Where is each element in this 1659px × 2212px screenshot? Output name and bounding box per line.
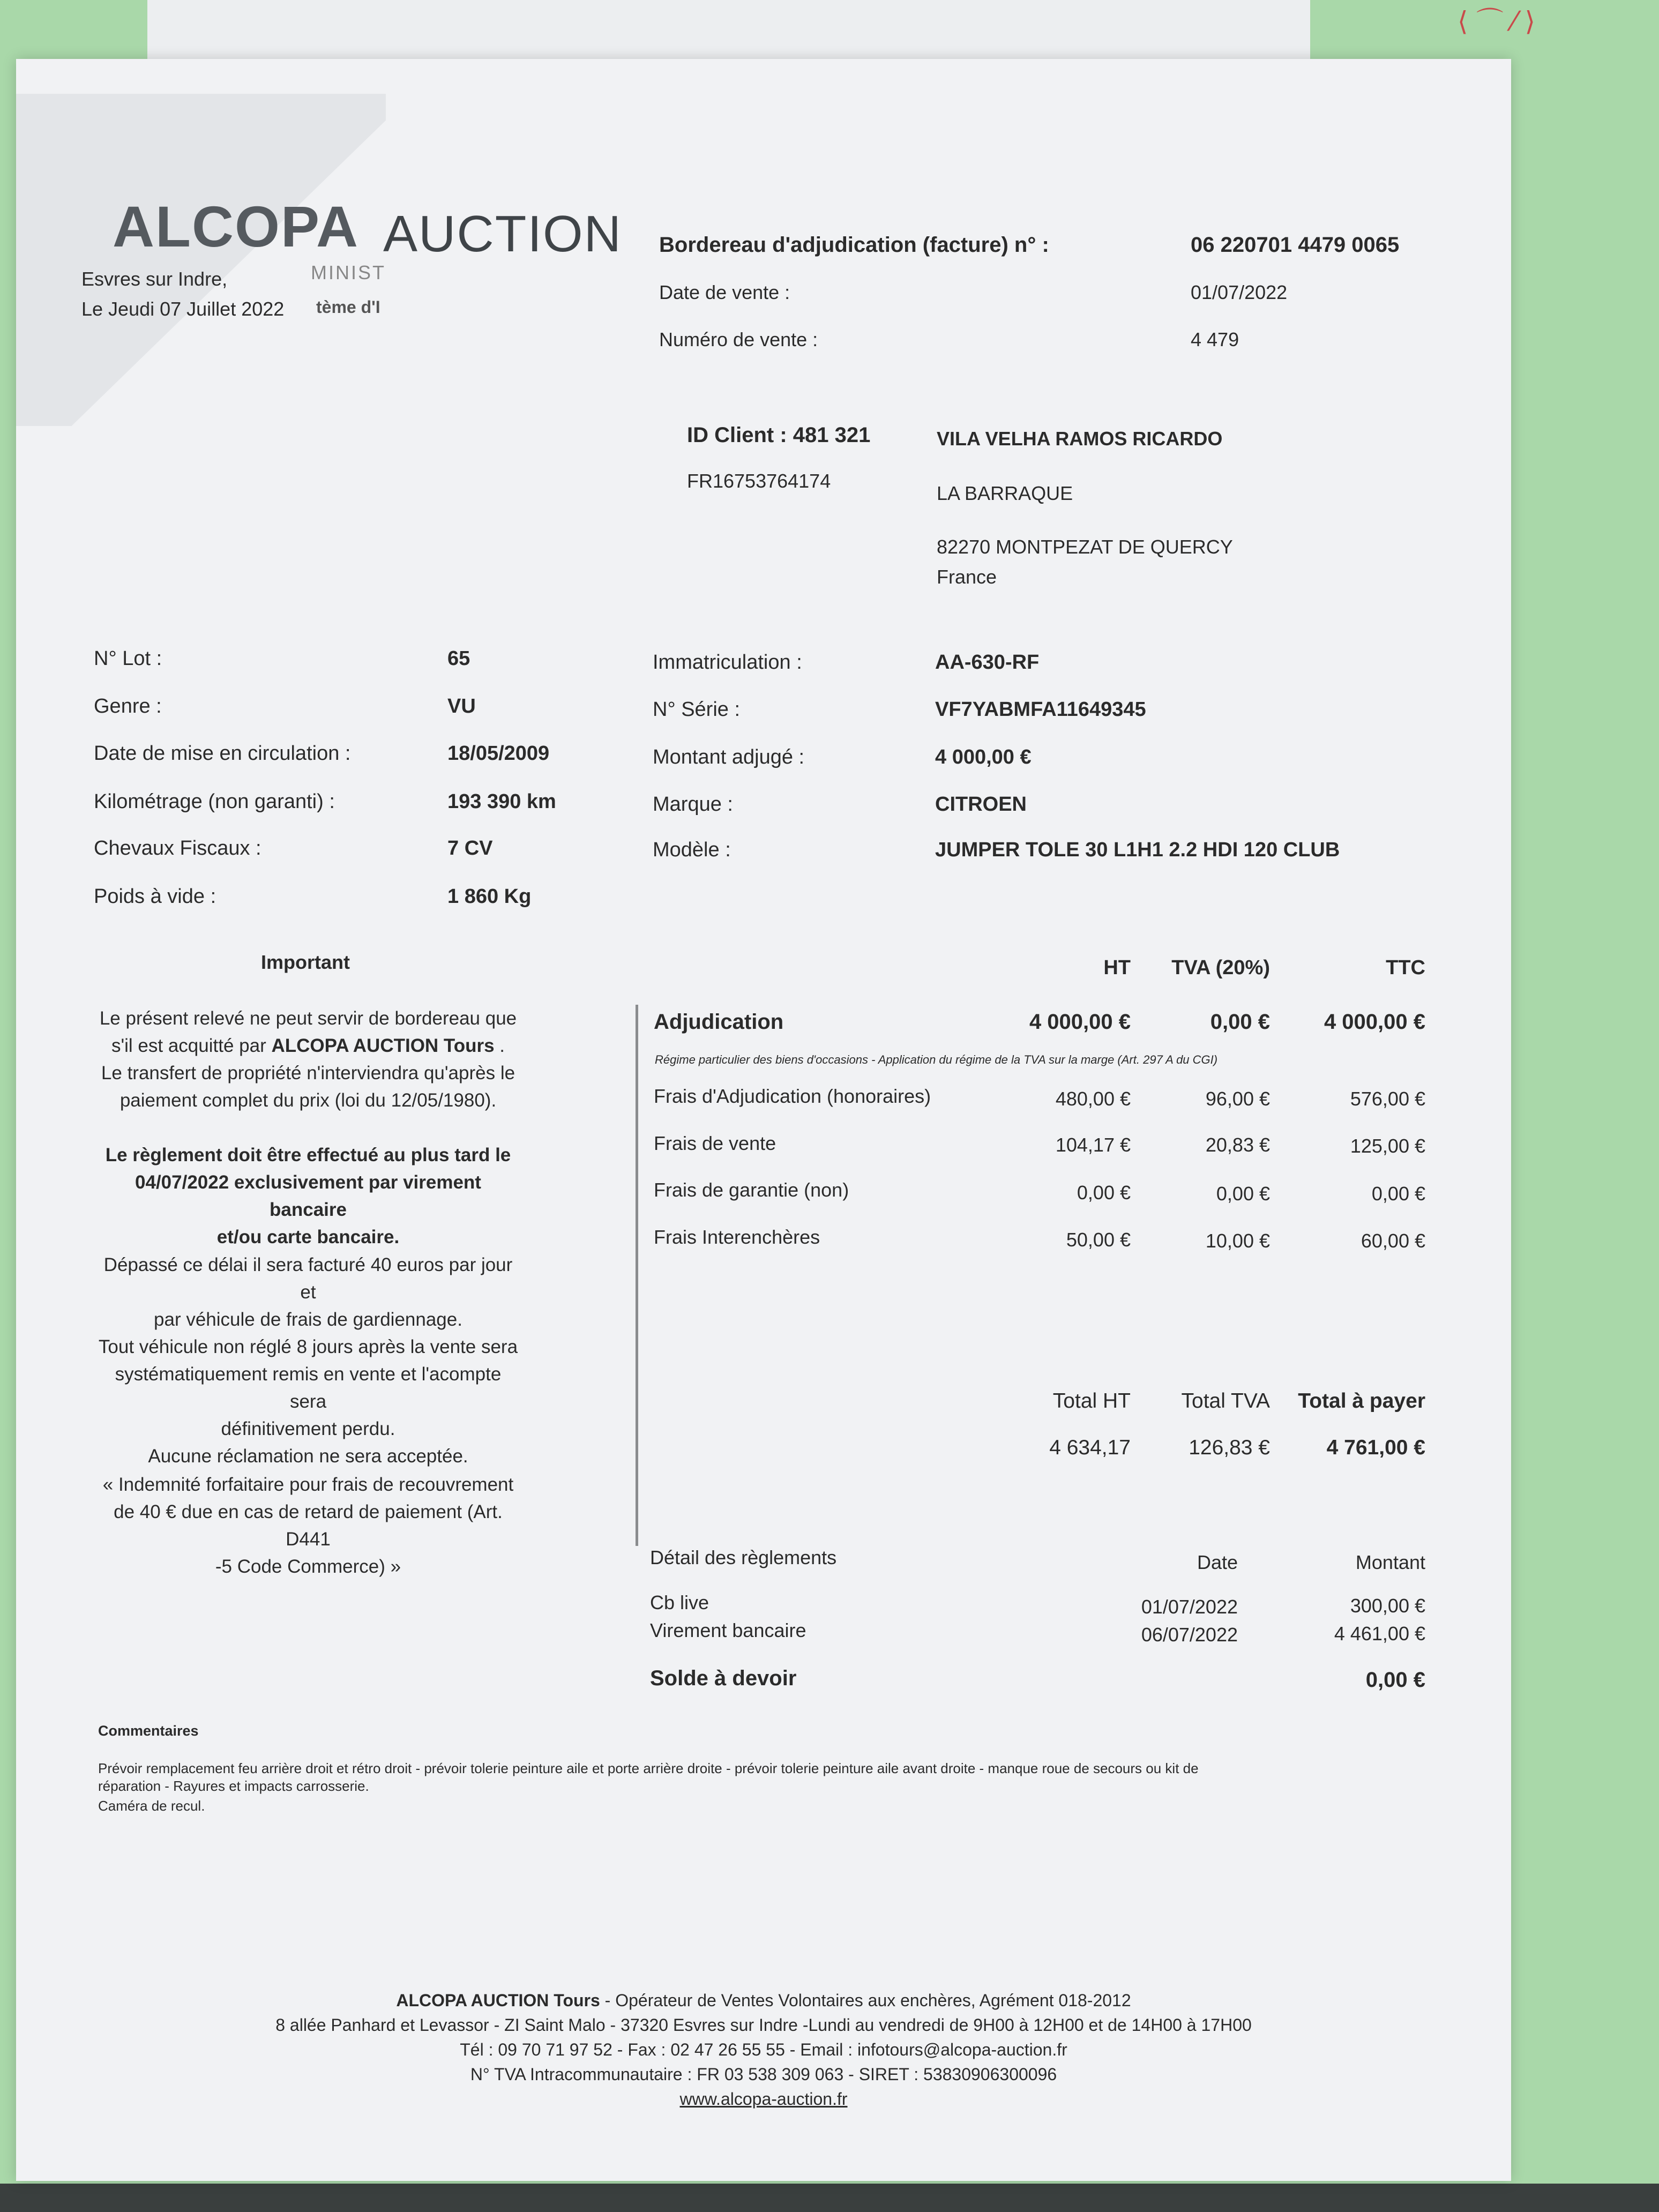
invoice-number-value: 06 220701 4479 0065	[1191, 233, 1400, 257]
fiscal-hp-label: Chevaux Fiscaux :	[94, 837, 261, 860]
handwritten-scrawl: ⟨ ⌒ ⁄ ⟩	[1458, 6, 1536, 37]
important-paragraph-3	[96, 1251, 520, 1333]
important-line: par véhicule de frais de gardiennage.	[154, 1309, 462, 1330]
client-id: ID Client : 481 321	[687, 423, 871, 447]
ministry-text: MINIST	[311, 261, 386, 283]
important-line: systématiquement remis en vente et l'acompte sera	[115, 1364, 502, 1412]
amount-value: 4 000,00 €	[935, 746, 1032, 768]
mileage-value: 193 390 km	[447, 790, 556, 813]
footer-website-link[interactable]: www.alcopa-auction.fr	[679, 2089, 848, 2109]
important-text: s'il est acquitté par	[111, 1035, 272, 1056]
invoice-page	[16, 59, 1511, 2181]
important-text: .	[494, 1035, 505, 1056]
fee-row-label: Frais de garantie (non)	[654, 1179, 849, 1201]
col-tva: TVA (20%)	[1171, 956, 1270, 979]
payments-col-amount: Montant	[1355, 1551, 1425, 1573]
client-vat: FR16753764174	[687, 470, 831, 492]
client-address-1: LA BARRAQUE	[937, 482, 1073, 504]
mileage-label: Kilométrage (non garanti) :	[94, 790, 335, 813]
sale-date-label: Date de vente :	[659, 281, 790, 303]
weight-label: Poids à vide :	[94, 885, 216, 908]
fee-row-label: Frais d'Adjudication (honoraires)	[654, 1085, 931, 1107]
footer-brand: ALCOPA AUCTION Tours	[396, 1991, 600, 2010]
important-line: définitivement perdu.	[221, 1418, 395, 1439]
logo-auction: AUCTION	[383, 205, 622, 263]
important-line: et/ou carte bancaire.	[216, 1227, 400, 1247]
registration-value: AA-630-RF	[935, 651, 1040, 674]
first-registration-label: Date de mise en circulation :	[94, 742, 351, 765]
fee-row-tva: 96,00 €	[1205, 1088, 1270, 1110]
important-line: de 40 € due en cas de retard de paiement (Art. D441	[114, 1501, 503, 1550]
first-registration-value: 18/05/2009	[447, 742, 550, 765]
genre-label: Genre :	[94, 695, 162, 718]
registration-label: Immatriculation :	[653, 651, 802, 674]
fee-row-ht: 0,00 €	[1077, 1182, 1131, 1204]
total-ht-label: Total HT	[1052, 1389, 1131, 1413]
place: Esvres sur Indre,	[81, 268, 228, 290]
footer	[16, 1988, 1511, 2111]
important-title: Important	[261, 951, 350, 973]
column-divider	[636, 1005, 638, 1546]
adjudication-tva: 0,00 €	[1210, 1010, 1270, 1034]
regime-note: Régime particulier des biens d'occasions - Application du régime de la TVA sur la marge (Art. 297 A du CGI)	[655, 1053, 1218, 1066]
adjudication-ht: 4 000,00 €	[1029, 1010, 1131, 1034]
important-paragraph-2	[96, 1141, 520, 1251]
fee-row-ht: 480,00 €	[1055, 1088, 1131, 1110]
fee-row-ttc: 125,00 €	[1350, 1135, 1425, 1157]
important-line: paiement complet du prix (loi du 12/05/1980).	[119, 1090, 497, 1111]
fee-row-ttc: 60,00 €	[1361, 1230, 1425, 1252]
footer-text: - Opérateur de Ventes Volontaires aux enchères, Agrément 018-2012	[600, 1991, 1131, 2010]
important-line: -5 Code Commerce) »	[215, 1556, 401, 1577]
sale-number-label: Numéro de vente :	[659, 328, 818, 350]
fee-row-ht: 104,17 €	[1055, 1134, 1131, 1156]
important-line	[96, 1032, 520, 1059]
important-line: Aucune réclamation ne sera acceptée.	[148, 1446, 468, 1467]
fee-row-ttc: 0,00 €	[1371, 1183, 1425, 1205]
total-ht-value: 4 634,17	[1049, 1436, 1131, 1459]
important-brand: ALCOPA AUCTION Tours	[271, 1035, 495, 1056]
important-paragraph-4	[96, 1333, 520, 1470]
total-tva-value: 126,83 €	[1189, 1436, 1270, 1459]
genre-value: VU	[447, 695, 476, 718]
sale-number-value: 4 479	[1191, 328, 1239, 350]
weight-value: 1 860 Kg	[447, 885, 532, 908]
brand-value: CITROEN	[935, 793, 1027, 816]
payment-label: Virement bancaire	[650, 1619, 806, 1641]
lot-value: 65	[447, 647, 470, 670]
important-line: Le transfert de propriété n'interviendra qu'après le	[101, 1063, 515, 1083]
comments-title: Commentaires	[98, 1723, 199, 1739]
col-ht: HT	[1103, 956, 1131, 979]
total-pay-value: 4 761,00 €	[1326, 1436, 1425, 1459]
fee-row-ht: 50,00 €	[1066, 1229, 1131, 1251]
folded-corner	[16, 94, 386, 426]
col-ttc: TTC	[1386, 956, 1425, 979]
payment-amount: 4 461,00 €	[1334, 1623, 1425, 1645]
total-pay-label: Total à payer	[1298, 1389, 1425, 1413]
amount-label: Montant adjugé :	[653, 746, 805, 768]
comments-line-1: Prévoir remplacement feu arrière droit et rétro droit - prévoir tolerie peinture aile et porte arrière droite - prévoir tolerie peinture aile avant droite - manque roue de secours ou kit de	[98, 1760, 1199, 1776]
adjudication-label: Adjudication	[654, 1010, 784, 1034]
total-tva-label: Total TVA	[1181, 1389, 1270, 1413]
letter-date: Le Jeudi 07 Juillet 2022	[81, 298, 285, 320]
balance-value: 0,00 €	[1365, 1668, 1425, 1692]
comments-line-3: Caméra de recul.	[98, 1798, 205, 1814]
invoice-number-label: Bordereau d'adjudication (facture) n° :	[659, 233, 1049, 257]
footer-line-2: 8 allée Panhard et Levassor - ZI Saint Malo - 37320 Esvres sur Indre -Lundi au vendredi de 9H00 à 12H00 et de 14H00 à 17H00	[275, 2015, 1252, 2035]
sale-date-value: 01/07/2022	[1191, 281, 1288, 303]
fiscal-hp-value: 7 CV	[447, 837, 493, 860]
fee-row-label: Frais Interenchères	[654, 1226, 820, 1248]
serial-value: VF7YABMFA11649345	[935, 698, 1146, 721]
client-country: France	[937, 566, 997, 588]
logo-alcopa: ALCOPA	[113, 194, 359, 259]
footer-line-4: N° TVA Intracommunautaire : FR 03 538 309 063 - SIRET : 53830906300096	[470, 2065, 1057, 2084]
important-line: Tout véhicule non réglé 8 jours après la vente sera	[98, 1336, 518, 1357]
model-value: JUMPER TOLE 30 L1H1 2.2 HDI 120 CLUB	[935, 839, 1340, 861]
important-line: « Indemnité forfaitaire pour frais de recouvrement	[102, 1474, 514, 1495]
adjudication-ttc: 4 000,00 €	[1324, 1010, 1425, 1034]
fee-row-label: Frais de vente	[654, 1132, 776, 1154]
important-line: 04/07/2022 exclusivement par virement bancaire	[135, 1172, 481, 1220]
fee-row-ttc: 576,00 €	[1350, 1088, 1425, 1110]
fee-row-tva: 0,00 €	[1216, 1183, 1270, 1205]
payments-title: Détail des règlements	[650, 1546, 837, 1568]
important-line: Le présent relevé ne peut servir de bordereau que	[99, 1008, 517, 1029]
brand-label: Marque :	[653, 793, 733, 816]
important-paragraph-5	[96, 1471, 520, 1580]
comments-line-2: réparation - Rayures et impacts carrosserie.	[98, 1778, 369, 1794]
client-name: VILA VELHA RAMOS RICARDO	[937, 428, 1223, 450]
footer-line-1	[16, 1988, 1511, 2013]
payment-date: 06/07/2022	[1141, 1624, 1238, 1646]
payments-col-date: Date	[1197, 1551, 1238, 1573]
footer-line-3: Tél : 09 70 71 97 52 - Fax : 02 47 26 55 55 - Email : infotours@alcopa-auction.fr	[460, 2040, 1067, 2059]
dark-edge	[0, 2184, 1659, 2212]
lot-label: N° Lot :	[94, 647, 162, 670]
important-line: Le règlement doit être effectué au plus tard le	[105, 1145, 511, 1165]
payment-label: Cb live	[650, 1591, 709, 1613]
fee-row-tva: 20,83 €	[1205, 1134, 1270, 1156]
ministry-text-2: tème d'I	[316, 297, 380, 317]
balance-label: Solde à devoir	[650, 1667, 797, 1690]
client-address-2: 82270 MONTPEZAT DE QUERCY	[937, 536, 1233, 558]
payment-amount: 300,00 €	[1350, 1595, 1425, 1617]
important-line: Dépassé ce délai il sera facturé 40 euros par jour et	[103, 1254, 513, 1303]
fee-row-tva: 10,00 €	[1205, 1230, 1270, 1252]
model-label: Modèle :	[653, 839, 731, 861]
payment-date: 01/07/2022	[1141, 1596, 1238, 1618]
serial-label: N° Série :	[653, 698, 741, 721]
important-paragraph-1	[96, 1005, 520, 1114]
